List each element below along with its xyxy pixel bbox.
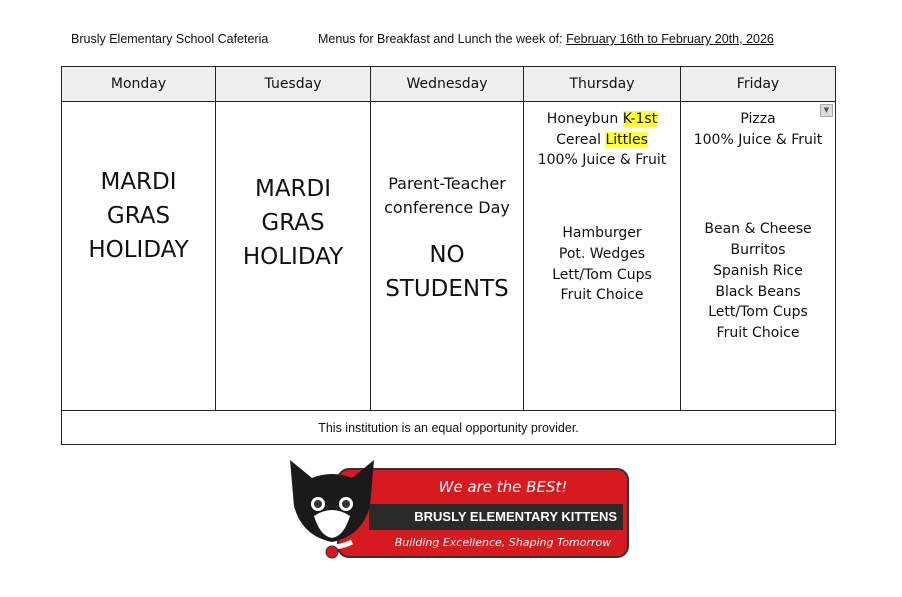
logo-title: BRUSLY ELEMENTARY KITTENS <box>369 504 623 530</box>
day-tuesday: Tuesday <box>216 67 371 102</box>
tuesday-cell[interactable] <box>216 102 371 411</box>
text: GRAS <box>261 210 325 236</box>
breakfast-item: 100% Juice & Fruit <box>693 131 823 148</box>
wednesday-cell[interactable] <box>371 102 524 411</box>
monday-cell[interactable] <box>62 102 216 411</box>
lunch-item: Pot. Wedges <box>558 245 646 262</box>
breakfast-item: Pizza <box>740 111 776 127</box>
lunch-item: Burritos <box>730 242 786 259</box>
text: Parent-Teacher <box>388 174 506 193</box>
footer-note: This institution is an equal opportunity provider. <box>62 411 836 445</box>
dropdown-arrow-icon[interactable]: ▼ <box>820 104 833 117</box>
week-range: February 16th to February 20th, 2026 <box>566 32 774 46</box>
school-name: Brusly Elementary School Cafeteria <box>71 32 269 46</box>
breakfast-item: Cereal Littles <box>556 131 648 148</box>
lunch-item: Bean & Cheese <box>704 221 812 238</box>
lunch-item: Black Beans <box>715 283 801 300</box>
text: conference Day <box>384 198 510 217</box>
lunch-item: Lett/Tom Cups <box>552 266 652 283</box>
lunch-item: Fruit Choice <box>560 287 644 304</box>
day-thursday: Thursday <box>524 67 681 102</box>
lunch-item: Hamburger <box>562 225 642 242</box>
text: MARDI <box>254 176 332 202</box>
menus-prefix: Menus for Breakfast and Lunch the week of: <box>318 32 563 46</box>
lunch-item: Lett/Tom Cups <box>708 304 808 321</box>
menu-week <box>318 32 774 46</box>
text: MARDI <box>100 169 177 195</box>
menu-table <box>61 66 836 445</box>
lunch-item: Fruit Choice <box>716 324 800 341</box>
logo-tagline: Building Excellence, Shaping Tomorrow <box>394 536 612 549</box>
day-friday: Friday <box>681 67 836 102</box>
text: GRAS <box>106 203 171 229</box>
kitten-mascot-icon <box>282 456 382 560</box>
logo-slogan: We are the BESt! <box>438 478 568 496</box>
highlight: Littles <box>605 131 648 148</box>
text: HOLIDAY <box>88 237 189 263</box>
highlight: K-1st <box>622 111 658 127</box>
friday-cell[interactable] <box>681 102 836 411</box>
text: HOLIDAY <box>242 244 344 270</box>
text: STUDENTS <box>385 276 509 302</box>
lunch-item: Spanish Rice <box>713 262 803 279</box>
school-logo <box>282 456 627 560</box>
text: NO <box>429 242 465 268</box>
day-wednesday: Wednesday <box>371 67 524 102</box>
day-monday: Monday <box>62 67 216 102</box>
breakfast-item: 100% Juice & Fruit <box>537 152 667 169</box>
breakfast-item: Honeybun K-1st <box>546 111 658 127</box>
thursday-cell[interactable] <box>524 102 681 411</box>
